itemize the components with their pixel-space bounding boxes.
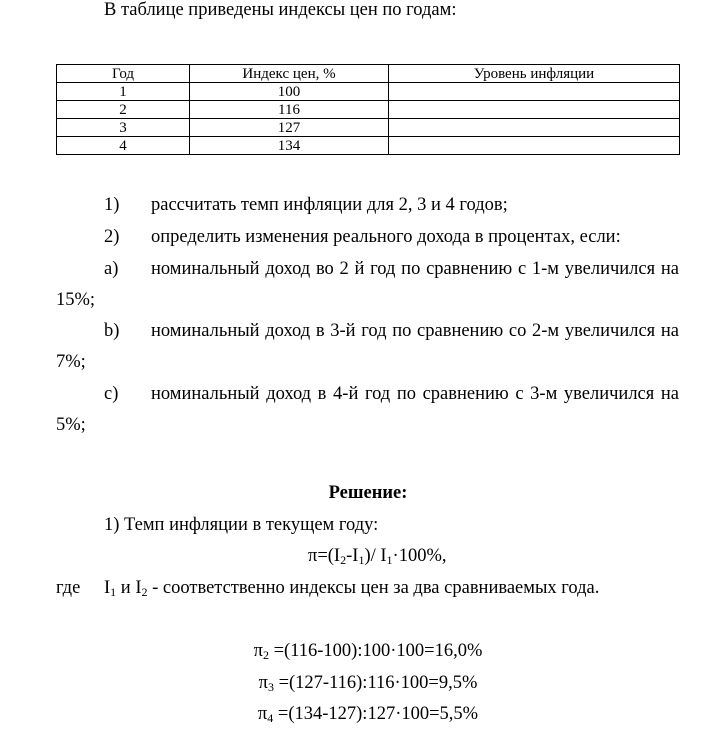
table-cell	[389, 83, 680, 101]
inflation-formula: $\pi=(I_2-I_1)/$ $I_1\cdot 100\%$,	[308, 546, 447, 567]
task-text: рассчитать темп инфляции для 2, 3 и 4 годов;	[151, 195, 508, 215]
table-cell	[389, 119, 680, 137]
task-text-continuation: 5%;	[56, 415, 86, 435]
calculation-line: $\pi_4$ =(134-127):127·100=5,5%	[257, 704, 479, 725]
table-row	[57, 137, 680, 155]
task-text: номинальный доход во 2 й год по сравнению с 1-м увеличился на	[151, 259, 679, 279]
column-header-inflation-level: Уровень инфляции	[389, 65, 680, 83]
task-text: номинальный доход в 3-й год по сравнению со 2-м увеличился на	[151, 321, 679, 341]
calculation-line: $\pi_3$ =(127-116):116·100=9,5%	[258, 673, 478, 694]
table-header-row	[57, 65, 680, 83]
task-text-continuation: 7%;	[56, 352, 86, 372]
calculation-line: $\pi_2$ =(116-100):100·100=16,0%	[253, 641, 483, 662]
table-row	[57, 101, 680, 119]
table-cell: 100	[190, 83, 389, 101]
solution-heading: Решение:	[328, 483, 408, 503]
task-number: a)	[104, 259, 119, 279]
task-number: 2)	[104, 227, 120, 247]
table-cell	[389, 101, 680, 119]
task-number: c)	[104, 384, 119, 404]
column-header-price-index: Индекс цен, %	[190, 65, 389, 83]
task-number: 1)	[104, 195, 120, 215]
table-cell	[389, 137, 680, 155]
column-header-year: Год	[57, 65, 190, 83]
where-label: где	[56, 578, 81, 598]
task-text: номинальный доход в 4-й год по сравнению с 3-м увеличился на	[151, 384, 679, 404]
formula-explanation: $I_1$ и $I_2$ - соответственно индексы цен за два сравниваемых года.	[104, 578, 600, 599]
table-row	[57, 83, 680, 101]
table-cell: 2	[57, 101, 190, 119]
table-cell: 4	[57, 137, 190, 155]
table-cell: 127	[190, 119, 389, 137]
solution-step: 1) Темп инфляции в текущем году:	[104, 515, 379, 535]
table-cell: 3	[57, 119, 190, 137]
table-cell: 116	[190, 101, 389, 119]
intro-text: В таблице приведены индексы цен по годам:	[104, 0, 457, 20]
task-text: определить изменения реального дохода в процентах, если:	[151, 227, 621, 247]
task-text-continuation: 15%;	[56, 290, 96, 310]
table-cell: 1	[57, 83, 190, 101]
table-row	[57, 119, 680, 137]
table-cell: 134	[190, 137, 389, 155]
price-index-table	[56, 64, 680, 155]
task-number: b)	[104, 321, 120, 341]
